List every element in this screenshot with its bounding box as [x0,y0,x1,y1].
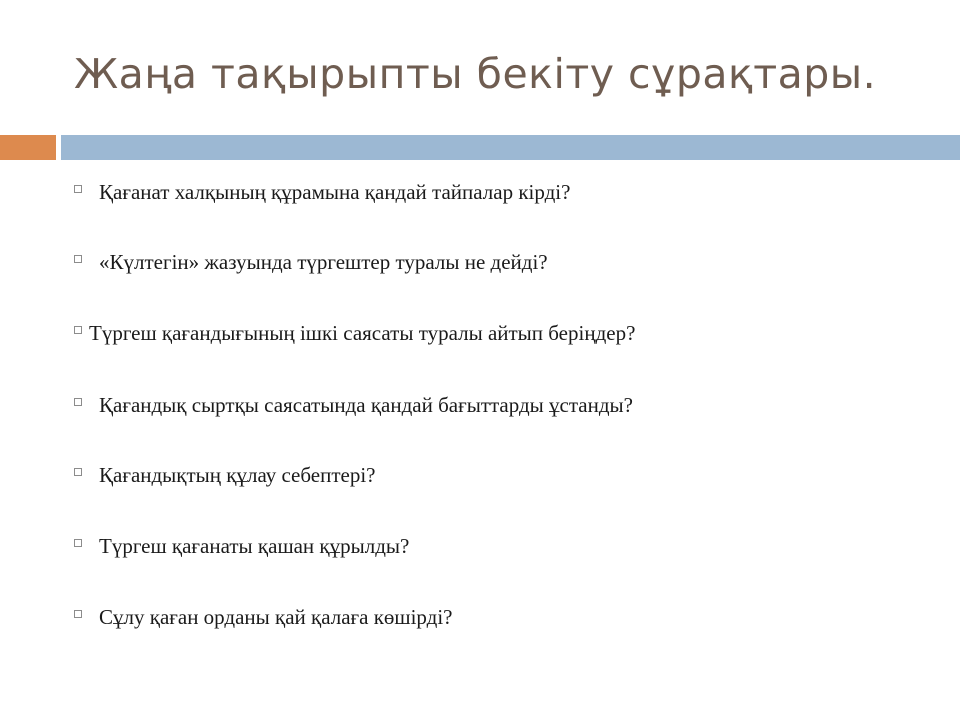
title-rule-bar [61,135,960,160]
title-rule-accent [0,135,56,160]
square-bullet-icon [74,468,82,476]
question-item [74,318,635,348]
square-bullet-icon [74,610,82,618]
question-text: «Күлтегін» жазуында түргештер туралы не дейді? [99,249,548,274]
question-text: Қағандық сыртқы саясатында қандай бағыттарды ұстанды? [99,392,633,417]
question-item [74,602,452,632]
question-text: Қағандықтың құлау себептері? [99,462,376,487]
square-bullet-icon [74,539,82,547]
question-item [74,531,409,561]
square-bullet-icon [74,326,82,334]
question-item [74,247,548,277]
square-bullet-icon [74,398,82,406]
question-text: Түргеш қағандығының ішкі саясаты туралы айтып беріңдер? [89,320,636,345]
question-item [74,177,570,207]
slide-title: Жаңа тақырыпты бекіту сұрақтары. [74,50,877,98]
question-text: Түргеш қағанаты қашан құрылды? [99,533,410,558]
question-item [74,390,633,420]
question-text: Сұлу қаған орданы қай қалаға көшірді? [99,604,453,629]
square-bullet-icon [74,185,82,193]
square-bullet-icon [74,255,82,263]
question-item [74,460,375,490]
question-text: Қағанат халқының құрамына қандай тайпалар кірді? [99,179,571,204]
